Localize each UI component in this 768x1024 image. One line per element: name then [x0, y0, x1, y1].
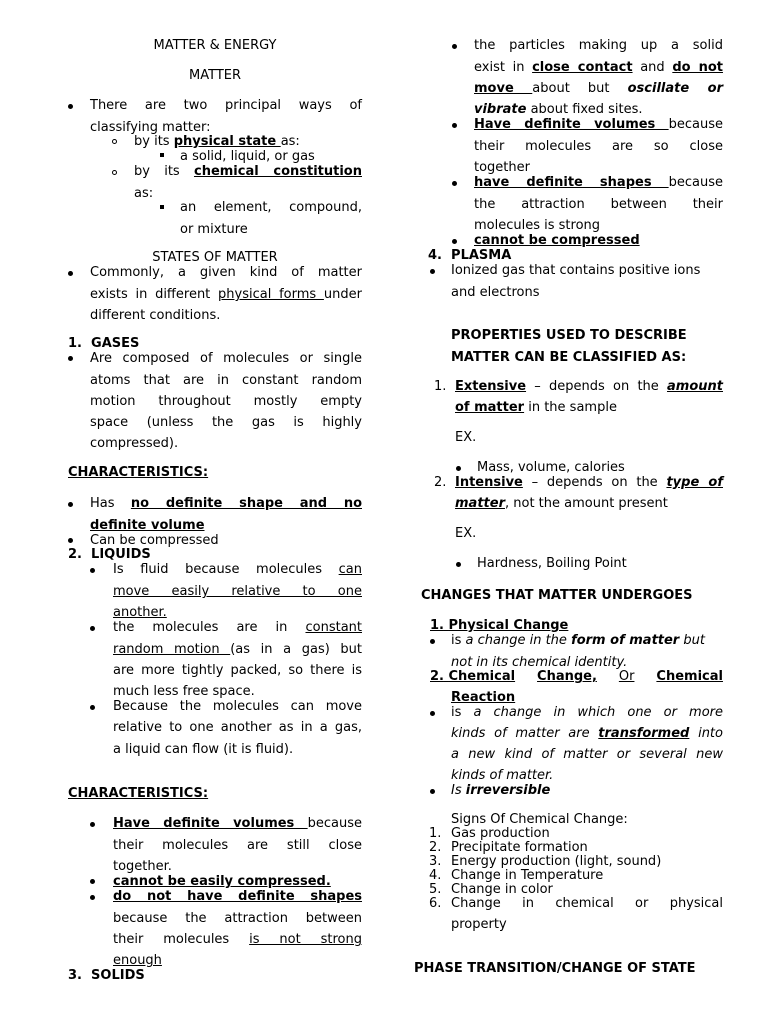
solid-point: cannot be compressed	[474, 233, 640, 248]
heading-liquids: 2. LIQUIDS	[68, 547, 151, 562]
chemical-change-text: is a change in which one or more	[451, 705, 723, 720]
solid-point: Have definite volumes because	[474, 117, 723, 132]
gases-text: compressed).	[90, 436, 179, 451]
bullet	[90, 822, 95, 827]
heading-solids: 3. SOLIDS	[68, 968, 145, 983]
list-number: 1.	[434, 379, 447, 394]
liquid-point: random motion (as in a gas) but	[113, 642, 363, 657]
bullet	[452, 181, 457, 186]
plasma-text: and electrons	[451, 285, 540, 300]
sub-sub-bullet	[160, 153, 164, 157]
sub-bullet	[112, 170, 117, 175]
state-examples: a solid, liquid, or gas	[180, 149, 315, 164]
solid-point: the attraction between their	[474, 197, 723, 212]
intensive-examples: Hardness, Boiling Point	[477, 556, 627, 571]
liquid-point: relative to one another as in a gas,	[113, 720, 362, 735]
sign-number: 6.	[429, 896, 442, 911]
heading-plasma: 4. PLASMA	[428, 248, 512, 263]
gas-characteristic: Has no definite shape and no	[90, 496, 362, 511]
sign-number: 1.	[429, 826, 442, 841]
extensive-definition: Extensive – depends on the amount	[455, 379, 723, 394]
classify-by-constitution: by its chemical constitution	[134, 164, 362, 179]
sign-number: 4.	[429, 868, 442, 883]
bullet	[452, 239, 457, 244]
bullet	[68, 356, 73, 361]
liquid-point: are more tightly packed, so there is	[113, 663, 362, 678]
document-title: MATTER & ENERGY	[153, 38, 277, 53]
chemical-change-text: kinds of matter.	[451, 768, 554, 783]
liquid-point: another.	[113, 605, 167, 620]
bullet	[452, 123, 457, 128]
sign-item: Energy production (light, sound)	[451, 854, 662, 869]
heading-gases: 1. GASES	[68, 336, 140, 351]
plasma-text: Ionized gas that contains positive ions	[451, 263, 701, 278]
solid-point: exist in close contact and do not	[474, 60, 723, 75]
section-heading-matter: MATTER	[189, 68, 241, 83]
classify-by-constitution-as: as:	[134, 186, 154, 201]
bullet	[90, 626, 95, 631]
liquid-characteristic: Have definite volumes because	[113, 816, 362, 831]
gas-characteristic: definite volume	[90, 518, 205, 533]
sign-item: Gas production	[451, 826, 550, 841]
physical-change-text: not in its chemical identity.	[451, 655, 628, 670]
liquid-point: a liquid can flow (it is fluid).	[113, 742, 294, 757]
sign-number: 3.	[429, 854, 442, 869]
properties-heading: PROPERTIES USED TO DESCRIBE	[451, 328, 687, 343]
gases-text: atoms that are in constant random	[90, 373, 362, 388]
liquid-characteristic: cannot be easily compressed.	[113, 874, 331, 889]
solid-point: have definite shapes because	[474, 175, 723, 190]
bullet	[90, 879, 95, 884]
gases-text: space (unless the gas is highly	[90, 415, 362, 430]
liquid-point: Is fluid because molecules can	[113, 562, 362, 577]
gas-characteristic: Can be compressed	[90, 533, 219, 548]
characteristics-heading: CHARACTERISTICS:	[68, 465, 209, 480]
sign-number: 5.	[429, 882, 442, 897]
bullet	[68, 538, 73, 543]
extensive-definition: of matter in the sample	[455, 400, 617, 415]
gases-text: motion throughout mostly empty	[90, 394, 362, 409]
sign-item: Change in color	[451, 882, 553, 897]
chemical-change-heading: 2. Chemical Change, Or Chemical	[430, 669, 723, 684]
irreversible-note: Is irreversible	[451, 783, 551, 798]
characteristics-heading: CHARACTERISTICS:	[68, 786, 209, 801]
sub-bullet	[112, 139, 117, 144]
states-text: Commonly, a given kind of matter	[90, 265, 362, 280]
intro-line: There are two principal ways of	[90, 98, 362, 113]
liquid-characteristic: do not have definite shapes	[113, 889, 362, 904]
bullet	[430, 269, 435, 274]
constitution-examples: an element, compound,	[180, 200, 362, 215]
section-heading-states: STATES OF MATTER	[152, 250, 278, 265]
intensive-definition: matter, not the amount present	[455, 496, 668, 511]
chemical-change-heading: Reaction	[451, 690, 516, 705]
sign-number: 2.	[429, 840, 442, 855]
physical-change-text: is a change in the form of matter but	[451, 633, 705, 648]
solid-point: molecules is strong	[474, 218, 601, 233]
liquid-characteristic: their molecules is not strong	[113, 932, 362, 947]
signs-item-continued: property	[451, 917, 507, 932]
solid-point: the particles making up a solid	[474, 38, 723, 53]
intensive-definition: Intensive – depends on the type of	[455, 475, 723, 490]
bullet	[90, 705, 95, 710]
solid-point: their molecules are so close	[474, 139, 723, 154]
bullet	[430, 789, 435, 794]
liquid-characteristic: because the attraction between	[113, 911, 362, 926]
sub-sub-bullet	[160, 205, 164, 209]
bullet	[452, 44, 457, 49]
bullet	[90, 895, 95, 900]
extensive-examples: Mass, volume, calories	[477, 460, 625, 475]
bullet	[68, 502, 73, 507]
liquid-point: move easily relative to one	[113, 584, 362, 599]
liquid-point: Because the molecules can move	[113, 699, 362, 714]
states-text: different conditions.	[90, 308, 221, 323]
liquid-characteristic: their molecules are still close	[113, 838, 362, 853]
physical-change-heading: 1. Physical Change	[430, 618, 569, 633]
solid-point: move about but oscillate or	[474, 81, 724, 96]
chemical-change-text: kinds of matter are transformed into	[451, 726, 723, 741]
phase-transition-heading: PHASE TRANSITION/CHANGE OF STATE	[414, 961, 696, 976]
liquid-characteristic: enough	[113, 953, 162, 968]
constitution-examples: or mixture	[180, 222, 248, 237]
liquid-characteristic: together.	[113, 859, 172, 874]
sign-item: Change in Temperature	[451, 868, 604, 883]
sign-item: Precipitate formation	[451, 840, 588, 855]
liquid-point: the molecules are in constant	[113, 620, 362, 635]
bullet	[90, 568, 95, 573]
bullet	[456, 466, 461, 471]
bullet	[68, 104, 73, 109]
bullet	[456, 562, 461, 567]
changes-heading: CHANGES THAT MATTER UNDERGOES	[421, 588, 693, 603]
properties-heading: MATTER CAN BE CLASSIFIED AS:	[451, 350, 687, 365]
example-label: EX.	[455, 430, 477, 445]
bullet	[68, 271, 73, 276]
intro-line: classifying matter:	[90, 120, 211, 135]
signs-heading: Signs Of Chemical Change:	[451, 812, 628, 827]
gases-text: Are composed of molecules or single	[90, 351, 362, 366]
solid-point: vibrate about fixed sites.	[474, 102, 643, 117]
states-text: exists in different physical forms under	[90, 287, 362, 302]
example-label: EX.	[455, 526, 477, 541]
chemical-change-text: a new kind of matter or several new	[451, 747, 723, 762]
bullet	[430, 639, 435, 644]
bullet	[430, 711, 435, 716]
list-number: 2.	[434, 475, 447, 490]
liquid-point: much less free space.	[113, 684, 255, 699]
solid-point: together	[474, 160, 530, 175]
sign-item: Change in chemical or physical	[451, 896, 723, 911]
classify-by-state: by its physical state as:	[134, 134, 300, 149]
